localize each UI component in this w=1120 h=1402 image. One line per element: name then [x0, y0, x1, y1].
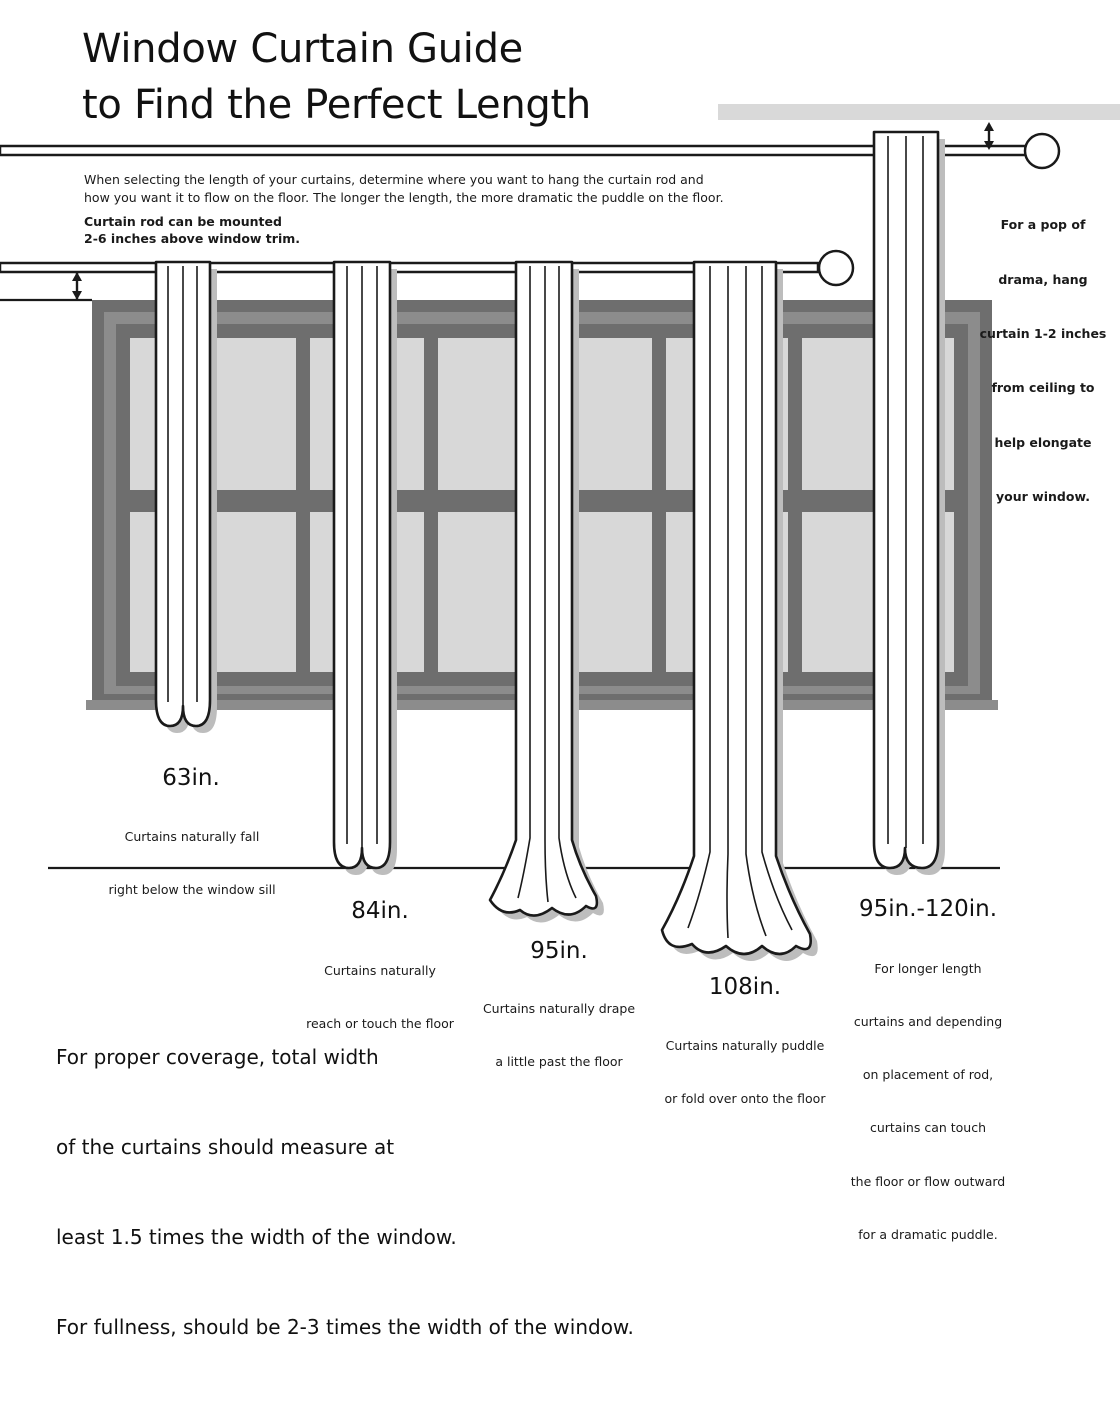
side-note-line3: curtain 1-2 inches — [979, 326, 1107, 341]
intro-line1: When selecting the length of your curtains, determine where you want to hang the curtain rod and — [84, 172, 704, 187]
length-desc-108-line1: Curtains naturally puddle — [665, 1037, 825, 1053]
side-note-line6: your window. — [996, 489, 1090, 505]
curtain-panel-63 — [156, 262, 217, 733]
length-desc-63-line1: Curtains naturally fall — [124, 828, 260, 844]
rod-note-line2: 2-6 inches above window trim. — [84, 231, 301, 246]
length-desc-84-line1: Curtains naturally — [324, 962, 436, 978]
curtain-panel-84 — [334, 262, 397, 875]
footer-line2: of the curtains should measure at — [56, 1135, 395, 1159]
length-desc-108-line2: or fold over onto the floor — [664, 1090, 826, 1106]
footer-line4: For fullness, should be 2-3 times the width of the window. — [56, 1315, 634, 1339]
rod-note-line1: Curtain rod can be mounted — [84, 214, 282, 229]
footer-line3: least 1.5 times the width of the window. — [56, 1225, 457, 1249]
rod-height-arrow — [72, 272, 82, 300]
length-desc-95-120-line5: the floor or flow outward — [850, 1173, 1006, 1189]
intro-line2: how you want it to flow on the floor. The longer the length, the more dramatic the puddle on the floor. — [84, 190, 724, 205]
length-desc-95-120-line2: curtains and depending — [853, 1013, 1003, 1029]
footer-line1: For proper coverage, total width — [56, 1045, 379, 1069]
side-note-line5: help elongate — [994, 434, 1092, 450]
length-desc-95-120 — [828, 924, 1028, 1279]
length-desc-63 — [86, 792, 298, 934]
side-note — [978, 180, 1108, 543]
length-desc-95-120-line6: for a dramatic puddle. — [858, 1226, 998, 1242]
page-title-line1: Window Curtain Guide — [82, 26, 523, 72]
length-desc-95-line1: Curtains naturally drape — [482, 1000, 636, 1016]
length-desc-95-120-line4: curtains can touch — [869, 1120, 987, 1136]
side-note-line2: drama, hang — [998, 271, 1088, 287]
length-label-84: 84in. — [351, 898, 409, 924]
length-desc-108 — [640, 1001, 850, 1143]
footer-note — [56, 982, 634, 1402]
length-desc-95-line2: a little past the floor — [495, 1053, 623, 1069]
page-title-line2: to Find the Perfect Length — [82, 82, 591, 128]
length-desc-95-120-line3: on placement of rod, — [862, 1067, 994, 1082]
length-label-108: 108in. — [708, 974, 782, 1000]
length-desc-84-line2: reach or touch the floor — [306, 1015, 454, 1031]
length-desc-63-line2: right below the window sill — [108, 881, 276, 897]
length-desc-95-120-line1: For longer length — [874, 960, 982, 976]
curtain-panel-95-120 — [874, 132, 945, 875]
length-label-95-120: 95in.-120in. — [858, 896, 998, 922]
length-label-63: 63in. — [162, 765, 220, 791]
side-note-line1: For a pop of — [1000, 217, 1086, 233]
side-note-line4: from ceiling to — [991, 380, 1095, 396]
length-label-95: 95in. — [530, 938, 588, 964]
